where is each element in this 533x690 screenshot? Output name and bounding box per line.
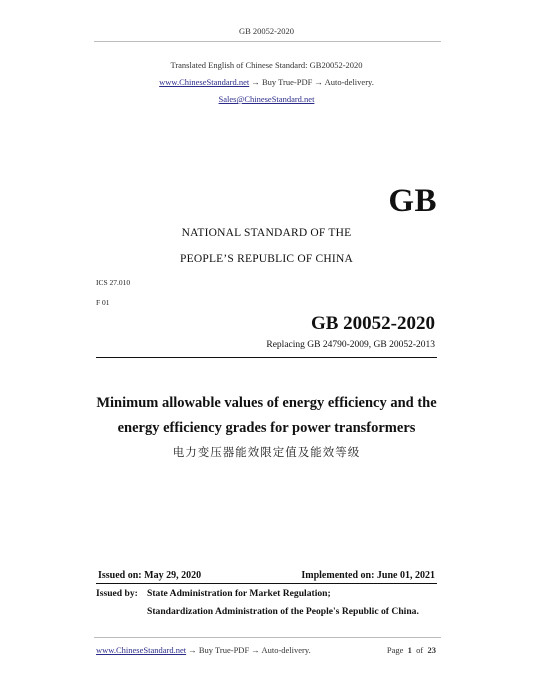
title-line-2: energy efficiency grades for power transformers xyxy=(117,420,416,436)
footer-buy-line xyxy=(96,645,311,655)
delivery-text: Auto-delivery. xyxy=(324,77,374,87)
standard-number: GB 20052-2020 xyxy=(310,313,435,334)
issued-on: Issued on: May 29, 2020 xyxy=(98,570,202,581)
arrow-right-icon: → xyxy=(251,77,260,87)
site-link[interactable]: www.ChineseStandard.net xyxy=(159,77,250,87)
page-of: of xyxy=(416,645,424,655)
issued-by-label: Issued by: xyxy=(96,588,138,599)
email-link[interactable]: Sales@ChineseStandard.net xyxy=(218,94,315,104)
replacing-note: Replacing GB 24790-2009, GB 20052-2013 xyxy=(266,340,435,350)
header-divider xyxy=(94,41,441,42)
issue-divider xyxy=(96,583,437,584)
page-current: 1 xyxy=(407,645,412,655)
title-line-1: Minimum allowable values of energy efficiency and the xyxy=(96,395,437,411)
translated-note: Translated English of Chinese Standard: GB20052-2020 xyxy=(170,60,363,70)
footer-divider xyxy=(94,637,441,638)
buy-text: Buy True-PDF xyxy=(262,77,313,87)
issue-dates-row xyxy=(98,570,435,581)
title-chinese: 电力变压器能效限定值及能效等级 xyxy=(172,445,361,459)
national-line-1: NATIONAL STANDARD OF THE xyxy=(181,227,352,239)
arrow-right-icon: → xyxy=(188,645,197,655)
footer-buy-text: Buy True-PDF xyxy=(198,645,250,655)
issuer-1: State Administration for Market Regulation; xyxy=(147,588,331,599)
ics-code: ICS 27.010 xyxy=(96,278,131,287)
footer-site-link[interactable]: www.ChineseStandard.net xyxy=(96,645,187,655)
national-line-2: PEOPLE’S REPUBLIC OF CHINA xyxy=(180,253,353,265)
buy-line xyxy=(0,77,533,87)
footer-delivery-text: Auto-delivery. xyxy=(261,645,311,655)
implemented-on: Implemented on: June 01, 2021 xyxy=(301,570,435,581)
ccs-code: F 01 xyxy=(96,298,110,307)
issuer-2: Standardization Administration of the People's Republic of China. xyxy=(147,606,419,617)
running-title: GB 20052-2020 xyxy=(238,26,294,36)
page-indicator xyxy=(387,645,436,655)
arrow-right-icon: → xyxy=(314,77,323,87)
gb-logo: GB xyxy=(388,183,437,219)
page-label: Page xyxy=(386,645,404,655)
number-divider xyxy=(96,357,437,358)
page-total: 23 xyxy=(427,645,436,655)
arrow-right-icon: → xyxy=(251,645,260,655)
